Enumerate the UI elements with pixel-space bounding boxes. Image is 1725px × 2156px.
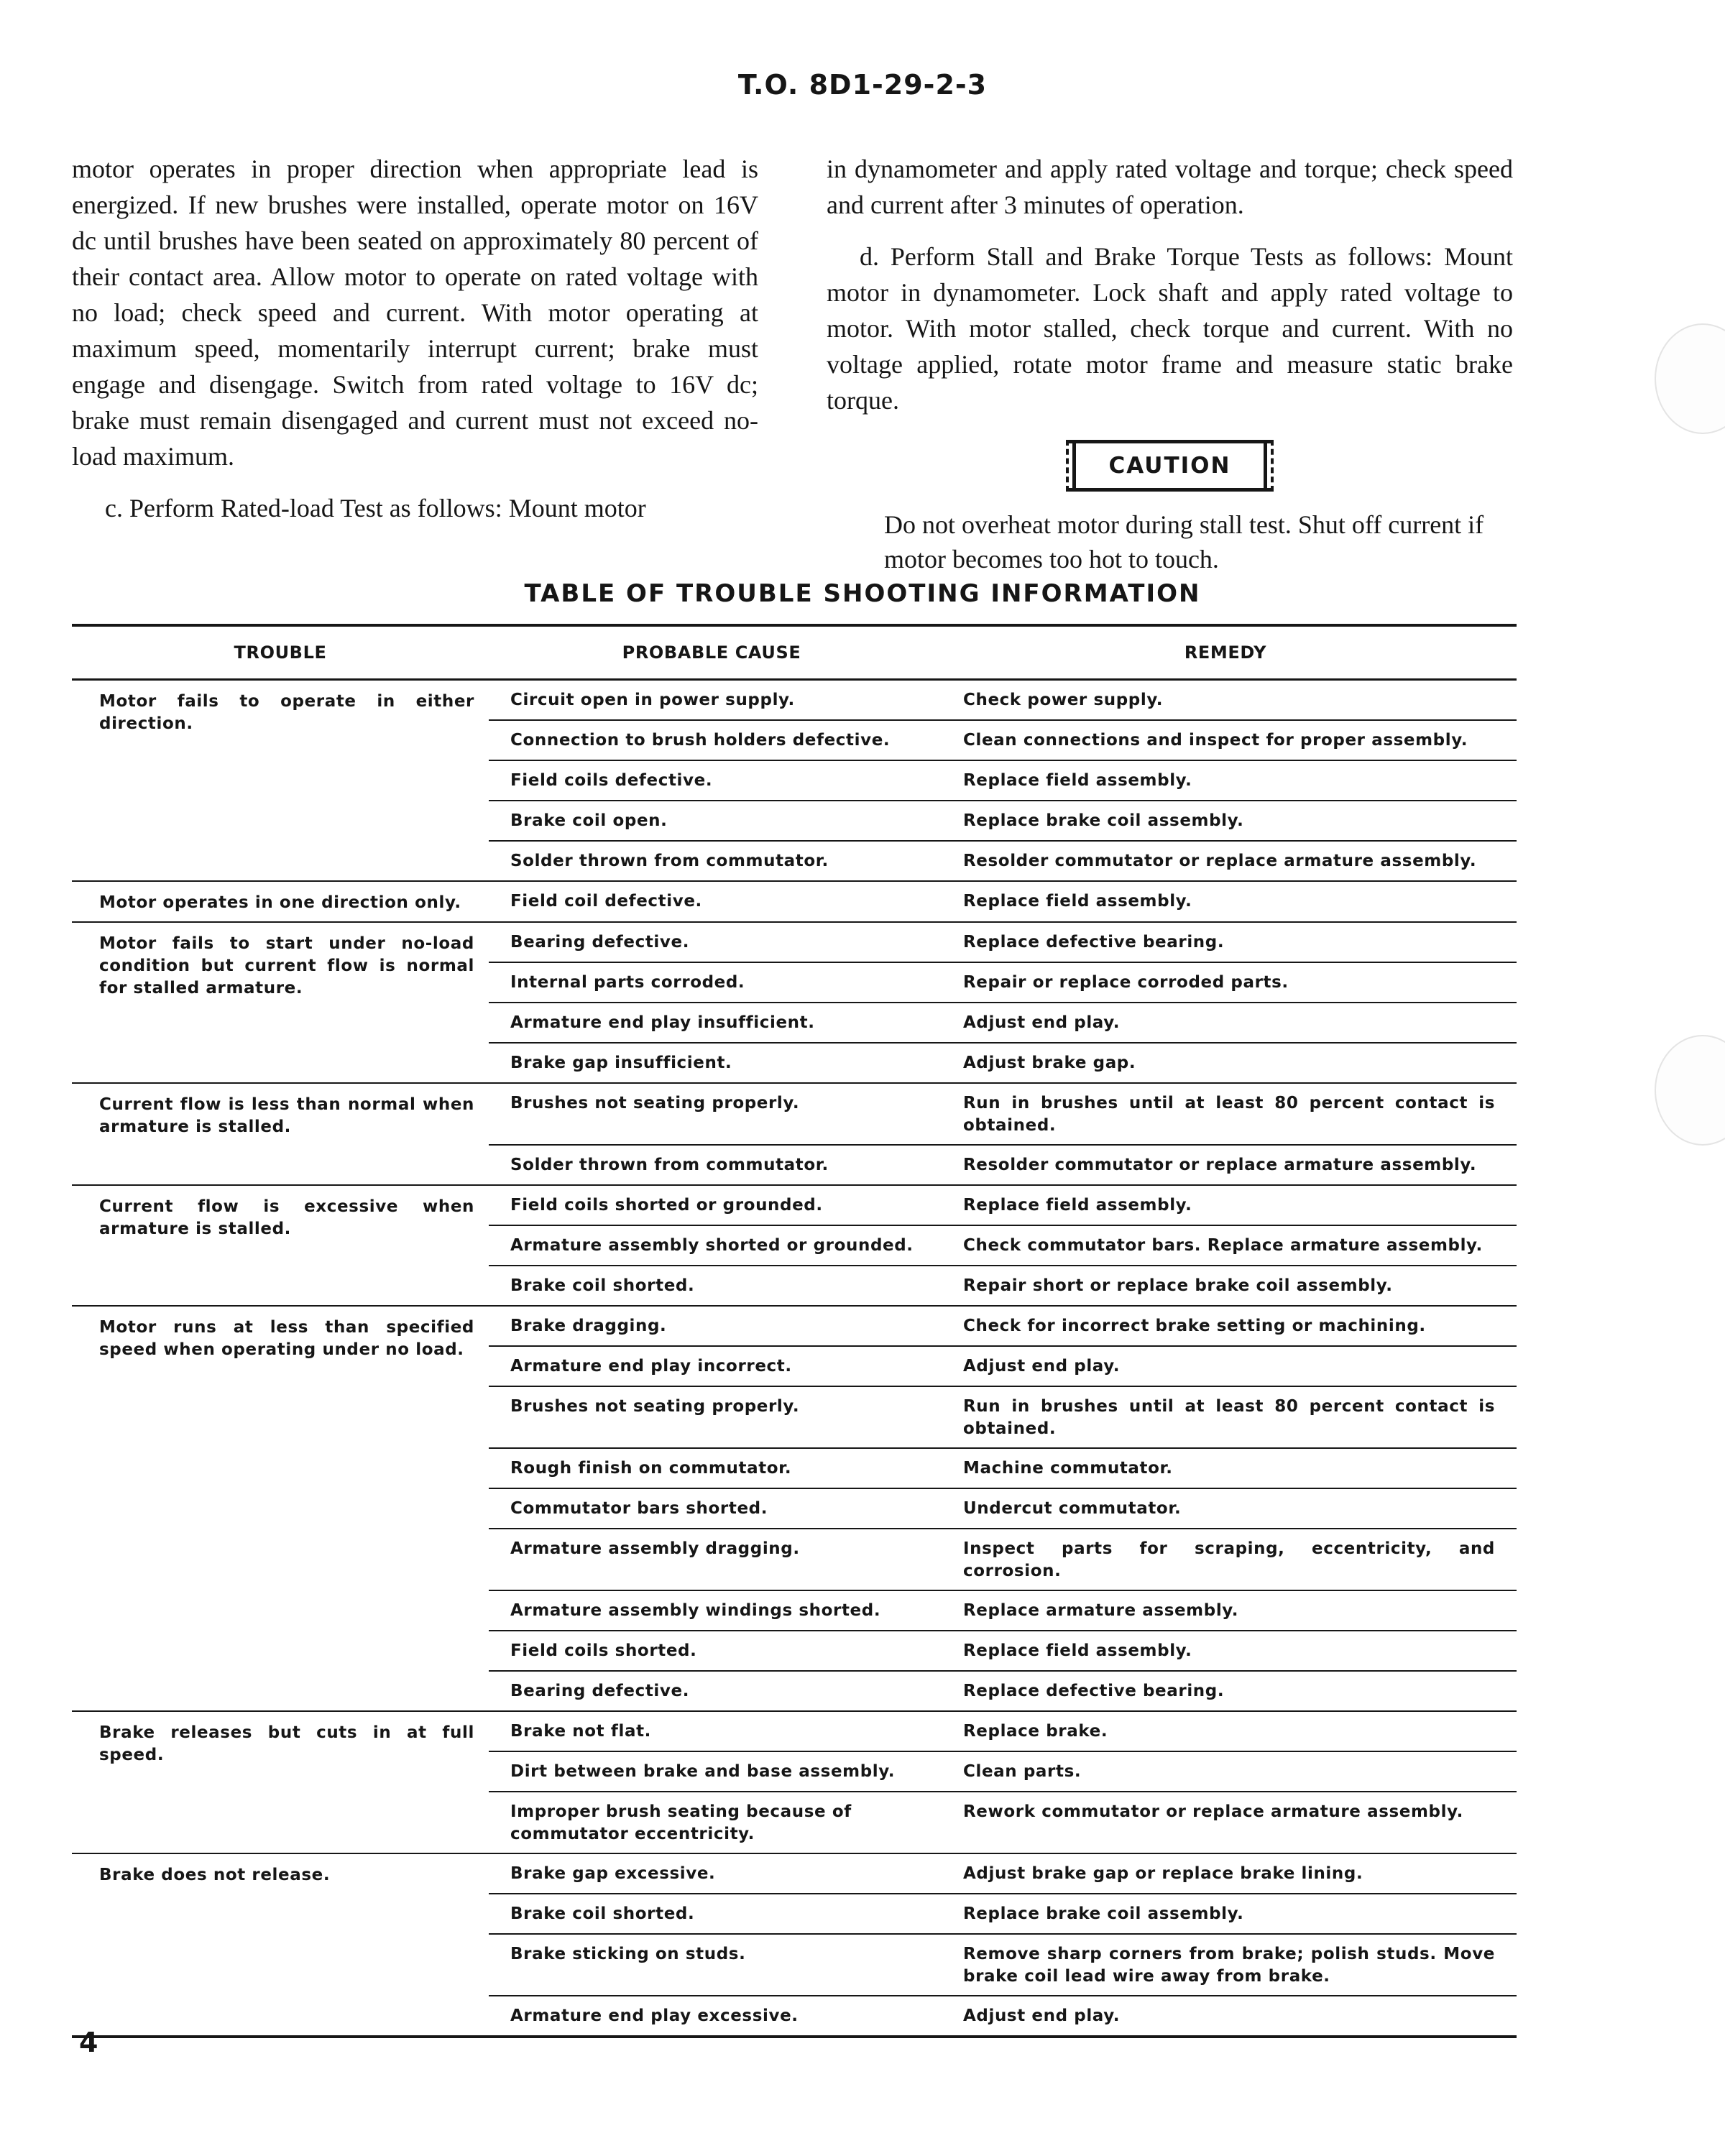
- probable-cause-cell: Armature end play incorrect.: [510, 1357, 792, 1376]
- remedy-cell: Repair short or replace brake coil assembly.: [963, 1276, 1393, 1295]
- left-column: [72, 151, 758, 526]
- probable-cause-cell: Commutator bars shorted.: [510, 1499, 768, 1518]
- table-row: [489, 1307, 1517, 1347]
- probable-cause-cell: Brake dragging.: [510, 1317, 667, 1335]
- remedy-cell: Clean connections and inspect for proper assembly.: [963, 731, 1468, 750]
- cause-remedy-rows: [489, 1186, 1517, 1305]
- table-row: [489, 1752, 1517, 1792]
- remedy-cell: Adjust brake gap.: [963, 1054, 1136, 1072]
- header-remedy: REMEDY: [1184, 642, 1267, 663]
- remedy-cell: Replace brake coil assembly.: [963, 1904, 1244, 1923]
- table-row: [489, 1792, 1517, 1853]
- cause-remedy-rows: [489, 1084, 1517, 1184]
- probable-cause-cell: Armature end play insufficient.: [510, 1013, 815, 1032]
- table-row: [489, 842, 1517, 880]
- probable-cause-cell: Brake coil open.: [510, 811, 668, 830]
- table-row: [489, 1712, 1517, 1752]
- trouble-cell: Motor fails to start under no-load condition but current flow is normal for stalled armature.: [99, 934, 474, 998]
- remedy-cell: Replace field assembly.: [963, 1641, 1192, 1660]
- header-trouble: TROUBLE: [234, 642, 327, 663]
- table-row: [489, 801, 1517, 842]
- trouble-cell: Motor operates in one direction only.: [99, 893, 461, 912]
- trouble-cell: Brake releases but cuts in at full speed.: [99, 1723, 474, 1764]
- remedy-cell: Replace field assembly.: [963, 771, 1192, 790]
- remedy-cell: Adjust brake gap or replace brake lining.: [963, 1864, 1363, 1883]
- remedy-cell: Run in brushes until at least 80 percent contact is obtained.: [963, 1094, 1495, 1135]
- trouble-group: [72, 681, 1517, 882]
- probable-cause-cell: Armature assembly dragging.: [510, 1539, 800, 1558]
- remedy-cell: Check commutator bars. Replace armature assembly.: [963, 1236, 1483, 1255]
- table-row: [489, 1146, 1517, 1184]
- table-row: [489, 1996, 1517, 2035]
- table-row: [489, 1044, 1517, 1082]
- probable-cause-cell: Armature assembly windings shorted.: [510, 1601, 881, 1620]
- table-title: TABLE OF TROUBLE SHOOTING INFORMATION: [524, 579, 1201, 608]
- punch-hole-top: [1655, 323, 1725, 434]
- remedy-cell: Resolder commutator or replace armature assembly.: [963, 1156, 1477, 1174]
- caution-text: Do not overheat motor during stall test. Shut off current if motor becomes too hot to touch.: [884, 510, 1484, 573]
- trouble-group: [72, 1186, 1517, 1307]
- table-row: [489, 1347, 1517, 1387]
- table-row: [489, 1449, 1517, 1489]
- probable-cause-cell: Field coils shorted.: [510, 1641, 697, 1660]
- trouble-group: [72, 923, 1517, 1084]
- table-row: [489, 963, 1517, 1003]
- remedy-cell: Adjust end play.: [963, 2007, 1121, 2025]
- table-row: [489, 1529, 1517, 1591]
- probable-cause-cell: Dirt between brake and base assembly.: [510, 1762, 896, 1781]
- table-row: [489, 1387, 1517, 1449]
- remedy-cell: Check power supply.: [963, 691, 1164, 709]
- remedy-cell: Repair or replace corroded parts.: [963, 973, 1289, 992]
- remedy-cell: Remove sharp corners from brake; polish studs. Move brake coil lead wire away from brake.: [963, 1945, 1495, 1986]
- table-row: [489, 681, 1517, 721]
- caution-box-wrapper: [827, 440, 1513, 499]
- cause-remedy-rows: [489, 882, 1517, 921]
- probable-cause-cell: Rough finish on commutator.: [510, 1459, 792, 1478]
- table-row: [489, 1672, 1517, 1710]
- remedy-cell: Run in brushes until at least 80 percent contact is obtained.: [963, 1397, 1495, 1438]
- stall-test-paragraph: d. Perform Stall and Brake Torque Tests as follows: Mount motor in dynamometer. Lock shaft and apply rated voltage to motor. With motor stalled, check torque and current. With no voltage applied, rotate motor frame and measure static brake torque.: [827, 242, 1513, 415]
- remedy-cell: Rework commutator or replace armature assembly.: [963, 1802, 1463, 1821]
- table-row: [489, 721, 1517, 761]
- rated-load-test-paragraph: c. Perform Rated-load Test as follows: Mount motor: [105, 494, 646, 522]
- probable-cause-cell: Circuit open in power supply.: [510, 691, 795, 709]
- trouble-cell: Motor runs at less than specified speed when operating under no load.: [99, 1318, 474, 1359]
- probable-cause-cell: Brake sticking on studs.: [510, 1945, 746, 1963]
- table-body: [72, 681, 1517, 2035]
- remedy-cell: Undercut commutator.: [963, 1499, 1182, 1518]
- table-header-row: [72, 627, 1517, 681]
- remedy-cell: Clean parts.: [963, 1762, 1082, 1781]
- probable-cause-cell: Brake coil shorted.: [510, 1904, 695, 1923]
- remedy-cell: Replace brake coil assembly.: [963, 811, 1244, 830]
- trouble-group: [72, 1084, 1517, 1186]
- table-row: [489, 1489, 1517, 1529]
- probable-cause-cell: Solder thrown from commutator.: [510, 1156, 829, 1174]
- remedy-cell: Adjust end play.: [963, 1013, 1121, 1032]
- table-row: [489, 761, 1517, 801]
- table-row: [489, 1266, 1517, 1305]
- remedy-cell: Check for incorrect brake setting or machining.: [963, 1317, 1426, 1335]
- remedy-cell: Replace brake.: [963, 1722, 1108, 1741]
- probable-cause-cell: Field coils shorted or grounded.: [510, 1196, 823, 1215]
- probable-cause-cell: Brake not flat.: [510, 1722, 651, 1741]
- probable-cause-cell: Brake gap excessive.: [510, 1864, 716, 1883]
- remedy-cell: Replace defective bearing.: [963, 933, 1225, 952]
- table-row: [489, 1854, 1517, 1894]
- probable-cause-cell: Brushes not seating properly.: [510, 1094, 800, 1112]
- probable-cause-cell: Armature end play excessive.: [510, 2007, 799, 2025]
- trouble-cell: Motor fails to operate in either direction.: [99, 692, 474, 733]
- right-column: [827, 151, 1513, 576]
- cause-remedy-rows: [489, 1307, 1517, 1710]
- probable-cause-cell: Internal parts corroded.: [510, 973, 745, 992]
- cause-remedy-rows: [489, 923, 1517, 1082]
- table-row: [489, 1935, 1517, 1996]
- remedy-cell: Adjust end play.: [963, 1357, 1121, 1376]
- probable-cause-cell: Brake gap insufficient.: [510, 1054, 732, 1072]
- remedy-cell: Inspect parts for scraping, eccentricity, and corrosion.: [963, 1539, 1495, 1580]
- table-row: [489, 923, 1517, 963]
- trouble-group: [72, 882, 1517, 923]
- trouble-cell: Current flow is less than normal when armature is stalled.: [99, 1095, 474, 1136]
- remedy-cell: Machine commutator.: [963, 1459, 1173, 1478]
- cause-remedy-rows: [489, 1854, 1517, 2035]
- troubleshooting-table: [72, 624, 1517, 2038]
- probable-cause-cell: Improper brush seating because of commutator eccentricity.: [510, 1802, 852, 1843]
- remedy-cell: Resolder commutator or replace armature assembly.: [963, 852, 1477, 870]
- trouble-group: [72, 1307, 1517, 1712]
- trouble-group: [72, 1854, 1517, 2035]
- trouble-group: [72, 1712, 1517, 1854]
- table-row: [489, 1631, 1517, 1672]
- trouble-cell: Current flow is excessive when armature is stalled.: [99, 1197, 474, 1238]
- probable-cause-cell: Field coils defective.: [510, 771, 713, 790]
- punch-hole-bottom: [1655, 1035, 1725, 1146]
- header-probable-cause: PROBABLE CAUSE: [622, 642, 801, 663]
- probable-cause-cell: Brushes not seating properly.: [510, 1397, 800, 1416]
- cause-remedy-rows: [489, 681, 1517, 880]
- document-id: T.O. 8D1-29-2-3: [737, 69, 988, 101]
- remedy-cell: Replace field assembly.: [963, 892, 1192, 911]
- remedy-cell: Replace defective bearing.: [963, 1682, 1225, 1700]
- probable-cause-cell: Bearing defective.: [510, 1682, 690, 1700]
- probable-cause-cell: Brake coil shorted.: [510, 1276, 695, 1295]
- table-row: [489, 882, 1517, 921]
- remedy-cell: Replace armature assembly.: [963, 1601, 1239, 1620]
- table-row: [489, 1084, 1517, 1146]
- probable-cause-cell: Armature assembly shorted or grounded.: [510, 1236, 914, 1255]
- caution-label: CAUTION: [1072, 440, 1268, 492]
- page-number: 4: [79, 2027, 98, 2058]
- table-row: [489, 1591, 1517, 1631]
- cause-remedy-rows: [489, 1712, 1517, 1853]
- left-paragraph: motor operates in proper direction when appropriate lead is energized. If new brushes were installed, operate motor on 16V dc until brushes have been seated on approximately 80 percent of their contact area. Allow motor to operate on rated voltage with no load; check speed and current. With motor operating at maximum speed, momentarily interrupt current; brake must engage and disengage. Switch from rated voltage to 16V dc; brake must remain disengaged and current must not exceed no-load maximum.: [72, 155, 758, 471]
- right-paragraph: in dynamometer and apply rated voltage and torque; check speed and current after 3 minutes of operation.: [827, 155, 1513, 219]
- probable-cause-cell: Bearing defective.: [510, 933, 690, 952]
- probable-cause-cell: Solder thrown from commutator.: [510, 852, 829, 870]
- remedy-cell: Replace field assembly.: [963, 1196, 1192, 1215]
- table-row: [489, 1226, 1517, 1266]
- table-row: [489, 1186, 1517, 1226]
- table-row: [489, 1894, 1517, 1935]
- probable-cause-cell: Field coil defective.: [510, 892, 702, 911]
- table-row: [489, 1003, 1517, 1044]
- probable-cause-cell: Connection to brush holders defective.: [510, 731, 891, 750]
- trouble-cell: Brake does not release.: [99, 1866, 331, 1884]
